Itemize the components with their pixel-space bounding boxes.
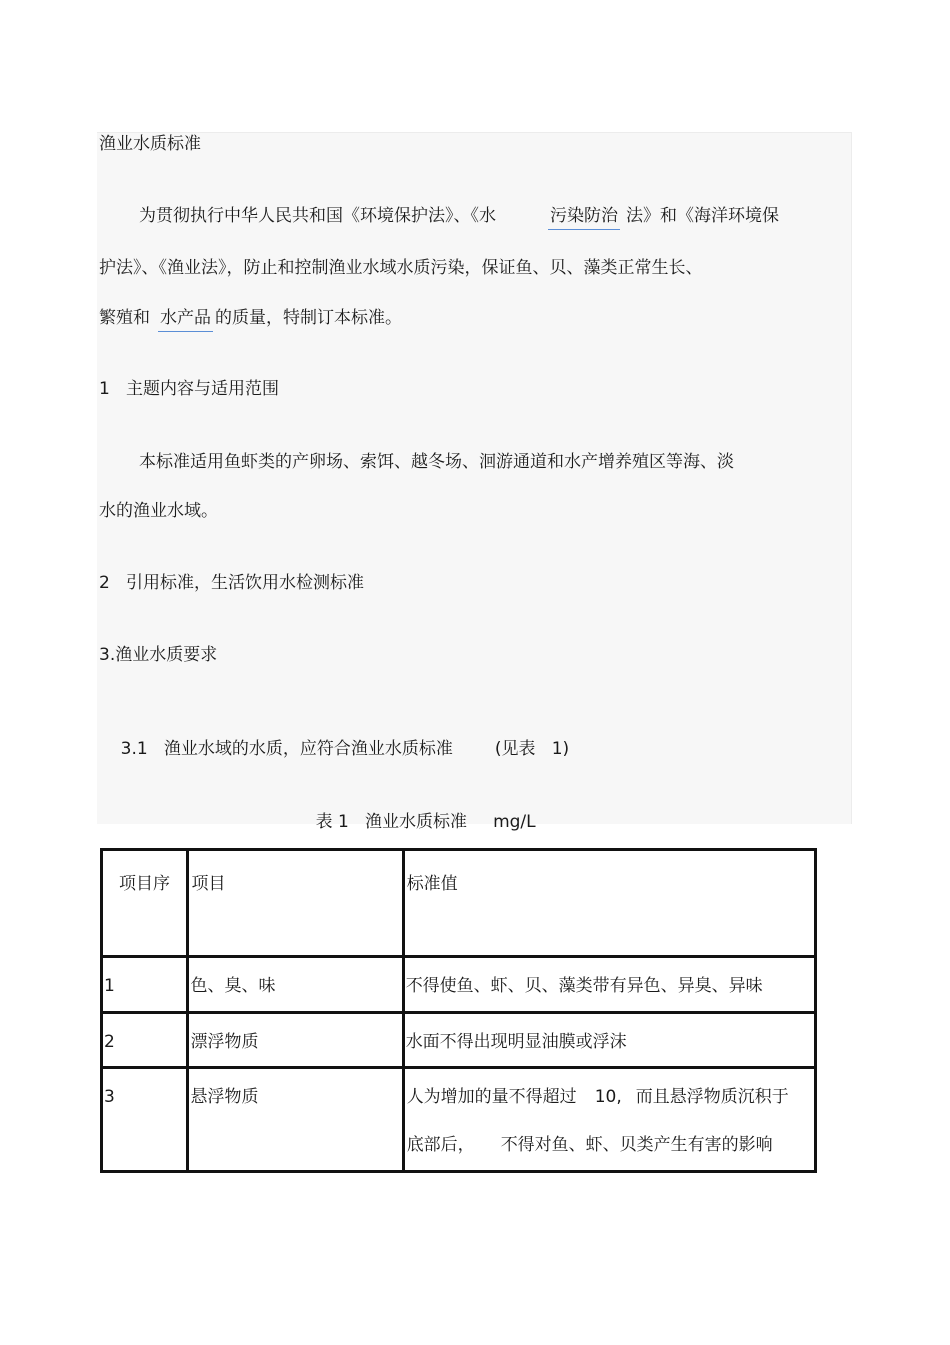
intro-text: 为贯彻执行中华人民共和国《环境保护法》、《水	[139, 206, 496, 226]
table-header-row	[102, 850, 816, 957]
row-item-cell	[188, 957, 403, 1013]
row-item-cell	[188, 1068, 403, 1172]
row-value: 不得使鱼、虾、贝、藻类带有异色、异臭、异味	[405, 976, 763, 996]
row-value-part: 人为增加的量不得超过	[406, 1087, 577, 1107]
section-1-line-1: 本标准适用鱼虾类的产卵场、索饵、越冬场、洄游通道和水产增养殖区等海、淡	[139, 452, 734, 472]
water-quality-table	[100, 848, 817, 1173]
intro-line-2: 护法》、《渔业法》，防止和控制渔业水域水质污染，保证鱼、贝、藻类正常生长、	[99, 258, 703, 278]
intro-text: 的质量，特制订本标准。	[215, 308, 402, 328]
section-3-heading: 3.渔业水质要求	[99, 645, 218, 665]
section-1-line-2: 水的渔业水域。	[99, 501, 218, 521]
row-value-cell	[403, 1068, 815, 1172]
intro-line-3	[99, 307, 402, 329]
row-item: 悬浮物质	[190, 1087, 259, 1107]
section-1-heading: 1 主题内容与适用范围	[99, 379, 280, 399]
table-caption-text: 表 1 渔业水质标准	[315, 812, 468, 832]
header-cell-item	[188, 850, 403, 957]
row-number-cell	[102, 1013, 188, 1068]
intro-line-1	[139, 205, 779, 227]
pollution-prevention-link[interactable]: 污染防治	[548, 206, 620, 230]
table-unit: mg/L	[493, 812, 536, 832]
header-text: 项目	[191, 874, 226, 894]
row-value-number: 10,	[594, 1087, 622, 1107]
row-value: 水面不得出现明显油膜或浮沫	[405, 1032, 627, 1052]
header-text: 标准值	[406, 874, 458, 894]
row-number: 2	[104, 1032, 115, 1052]
intro-text: 法》和《海洋环境保	[626, 206, 779, 226]
row-number-cell	[102, 957, 188, 1013]
row-value-part: 底部后，	[406, 1135, 475, 1155]
section-3-1-text	[99, 716, 569, 782]
header-text: 项目序	[119, 874, 170, 894]
aquatic-products-link[interactable]: 水产品	[158, 308, 213, 332]
intro-text: 繁殖和	[99, 308, 150, 328]
table-reference: (见表 1)	[494, 739, 570, 759]
row-number: 3	[104, 1087, 115, 1107]
row-value	[405, 1056, 814, 1169]
row-item: 漂浮物质	[190, 1032, 259, 1052]
header-cell-no	[102, 850, 188, 957]
table-caption	[294, 789, 536, 855]
row-item: 色、臭、味	[190, 976, 276, 996]
row-number-cell	[102, 1068, 188, 1172]
header-cell-value	[403, 850, 815, 957]
table-row	[102, 1068, 816, 1172]
row-value-part: 而且悬浮物质沉积于	[635, 1087, 789, 1107]
row-value-part: 不得对鱼、虾、贝类产生有害的影响	[500, 1135, 773, 1155]
document-title: 渔业水质标准	[99, 134, 201, 154]
row-item-cell	[188, 1013, 403, 1068]
section-3-1-body: 3.1 渔业水域的水质，应符合渔业水质标准	[120, 739, 453, 759]
row-value-cell	[403, 957, 815, 1013]
table-row	[102, 957, 816, 1013]
section-2-heading: 2 引用标准，生活饮用水检测标准	[99, 573, 365, 593]
row-number: 1	[104, 976, 115, 996]
